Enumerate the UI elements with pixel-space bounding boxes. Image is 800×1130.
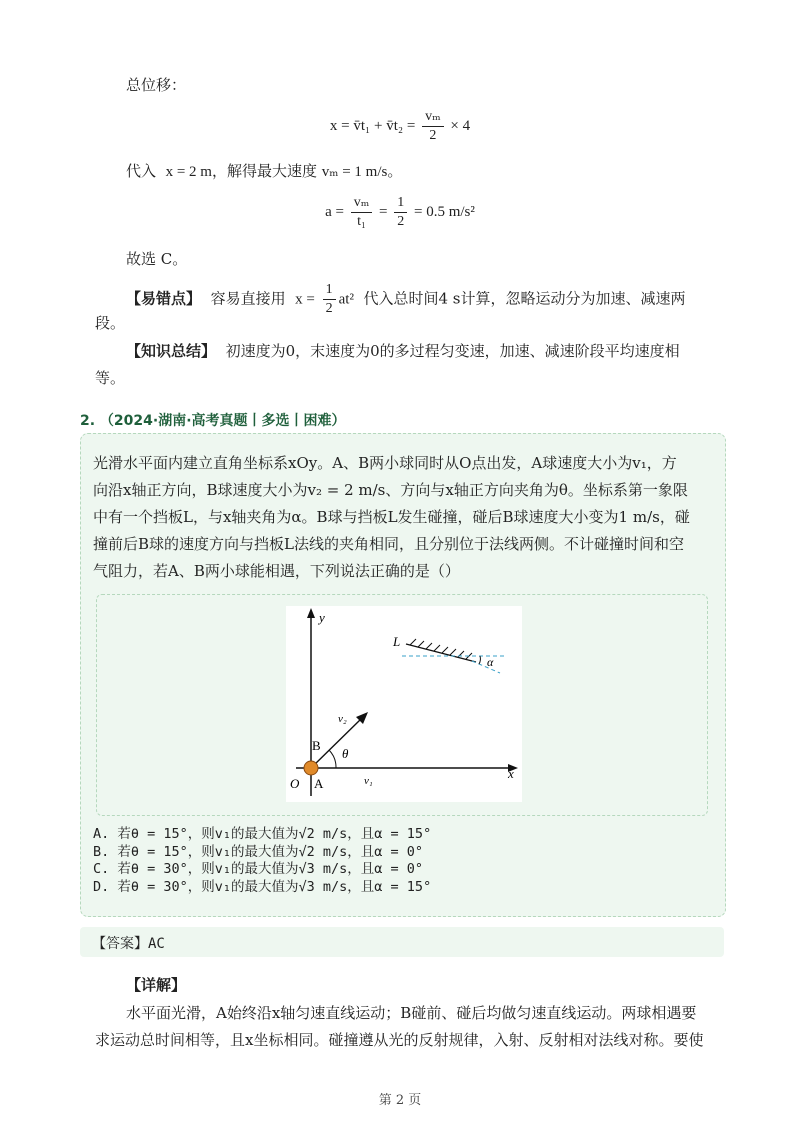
question-line: 中有一个挡板L，与x轴夹角为α。B球与挡板L发生碰撞，碰后B球速度大小变为1 m/s，碰	[93, 508, 690, 526]
knowledge-summary-continued: 等。	[95, 369, 126, 387]
y-axis-label: y	[319, 610, 325, 625]
options-list	[93, 826, 431, 896]
error-point-tag: 【易错点】	[126, 289, 202, 308]
v2-label: v₂	[338, 713, 347, 725]
total-displacement-label: 总位移：	[126, 76, 187, 94]
error-point-continued: 段。	[95, 314, 126, 332]
fraction: $\frac{1}{2}$	[323, 281, 336, 318]
page-number: 第 2 页	[378, 1093, 422, 1108]
question-header: 2. （2024·湖南·高考真题丨多选丨困难）	[80, 413, 346, 429]
knowledge-summary: 【知识总结】 初速度为0，末速度为0的多过程匀变速，加速、减速阶段平均速度相	[126, 342, 680, 360]
fraction: $\frac{1}{2}$	[394, 194, 407, 231]
choice-conclusion: 故选 C。	[126, 250, 188, 268]
equation-acceleration: a = $\frac{\text{vₘ}}{\text{t₁}}$ = $\frac{1}{2}$ = 0.5 m/s²	[325, 195, 475, 229]
answer-bar	[80, 927, 724, 957]
theta-label: θ	[342, 746, 349, 761]
detail-tag: 【详解】	[126, 976, 187, 994]
ball-icon	[304, 761, 318, 775]
option-c[interactable]: C. 若θ = 30°，则v₁的最大值为√3 m/s，且α = 0°	[93, 861, 424, 877]
question-line: 向沿x轴正方向，B球速度大小为v₂ = 2 m/s、方向与x轴正方向夹角为θ。坐标系第一象限	[93, 481, 688, 499]
plate-label: L	[393, 634, 401, 649]
alpha-label: α	[487, 655, 494, 669]
option-b[interactable]: B. 若θ = 15°，则v₁的最大值为√2 m/s，且α = 0°	[93, 843, 424, 860]
v1-label: v₁	[364, 775, 373, 787]
error-point: 【易错点】 容易直接用 x = $\frac{1}{2}$ at² 代入总时间4 s计算，忽略运动分为加速、减速两	[126, 282, 686, 316]
option-d[interactable]: D. 若θ = 30°，则v₁的最大值为√3 m/s，且α = 15°	[93, 878, 432, 895]
detail-line: 水平面光滑，A始终沿x轴匀速直线运动；B碰前、碰后均做匀速直线运动。两球相遇要	[126, 1004, 697, 1022]
answer-text: 【答案】AC	[92, 936, 165, 952]
x-axis-label: x	[508, 766, 514, 781]
fraction: $\frac{\text{vₘ}}{2}$	[422, 108, 444, 145]
knowledge-summary-tag: 【知识总结】	[126, 342, 217, 360]
question-line: 撞前后B球的速度方向与挡板L法线的夹角相同，且分别位于法线两侧。不计碰撞时间和空	[93, 535, 684, 553]
origin-label: O	[290, 776, 300, 791]
ball-b-label: B	[312, 738, 321, 753]
fraction: $\frac{\text{vₘ}}{\text{t₁}}$	[351, 194, 373, 231]
detail-line: 求运动总时间相等，且x坐标相同。碰撞遵从光的反射规律，入射、反射相对法线对称。要使	[95, 1031, 704, 1049]
ball-a-label: A	[314, 776, 324, 791]
equation-displacement: x = v̄t₁ + v̄t₂ = $\frac{\text{vₘ}}{2}$ × 4	[329, 109, 471, 143]
physics-diagram	[286, 606, 522, 802]
option-a[interactable]: A. 若θ = 15°，则v₁的最大值为√2 m/s，且α = 15°	[93, 826, 432, 842]
substitution-line: 代入 x = 2 m，解得最大速度 vₘ = 1 m/s。	[126, 162, 403, 180]
question-line: 气阻力，若A、B两小球能相遇，下列说法正确的是（）	[93, 562, 460, 580]
question-line: 光滑水平面内建立直角坐标系xOy。A、B两小球同时从O点出发，A球速度大小为v₁，方	[93, 454, 677, 472]
figure-background	[286, 606, 522, 802]
